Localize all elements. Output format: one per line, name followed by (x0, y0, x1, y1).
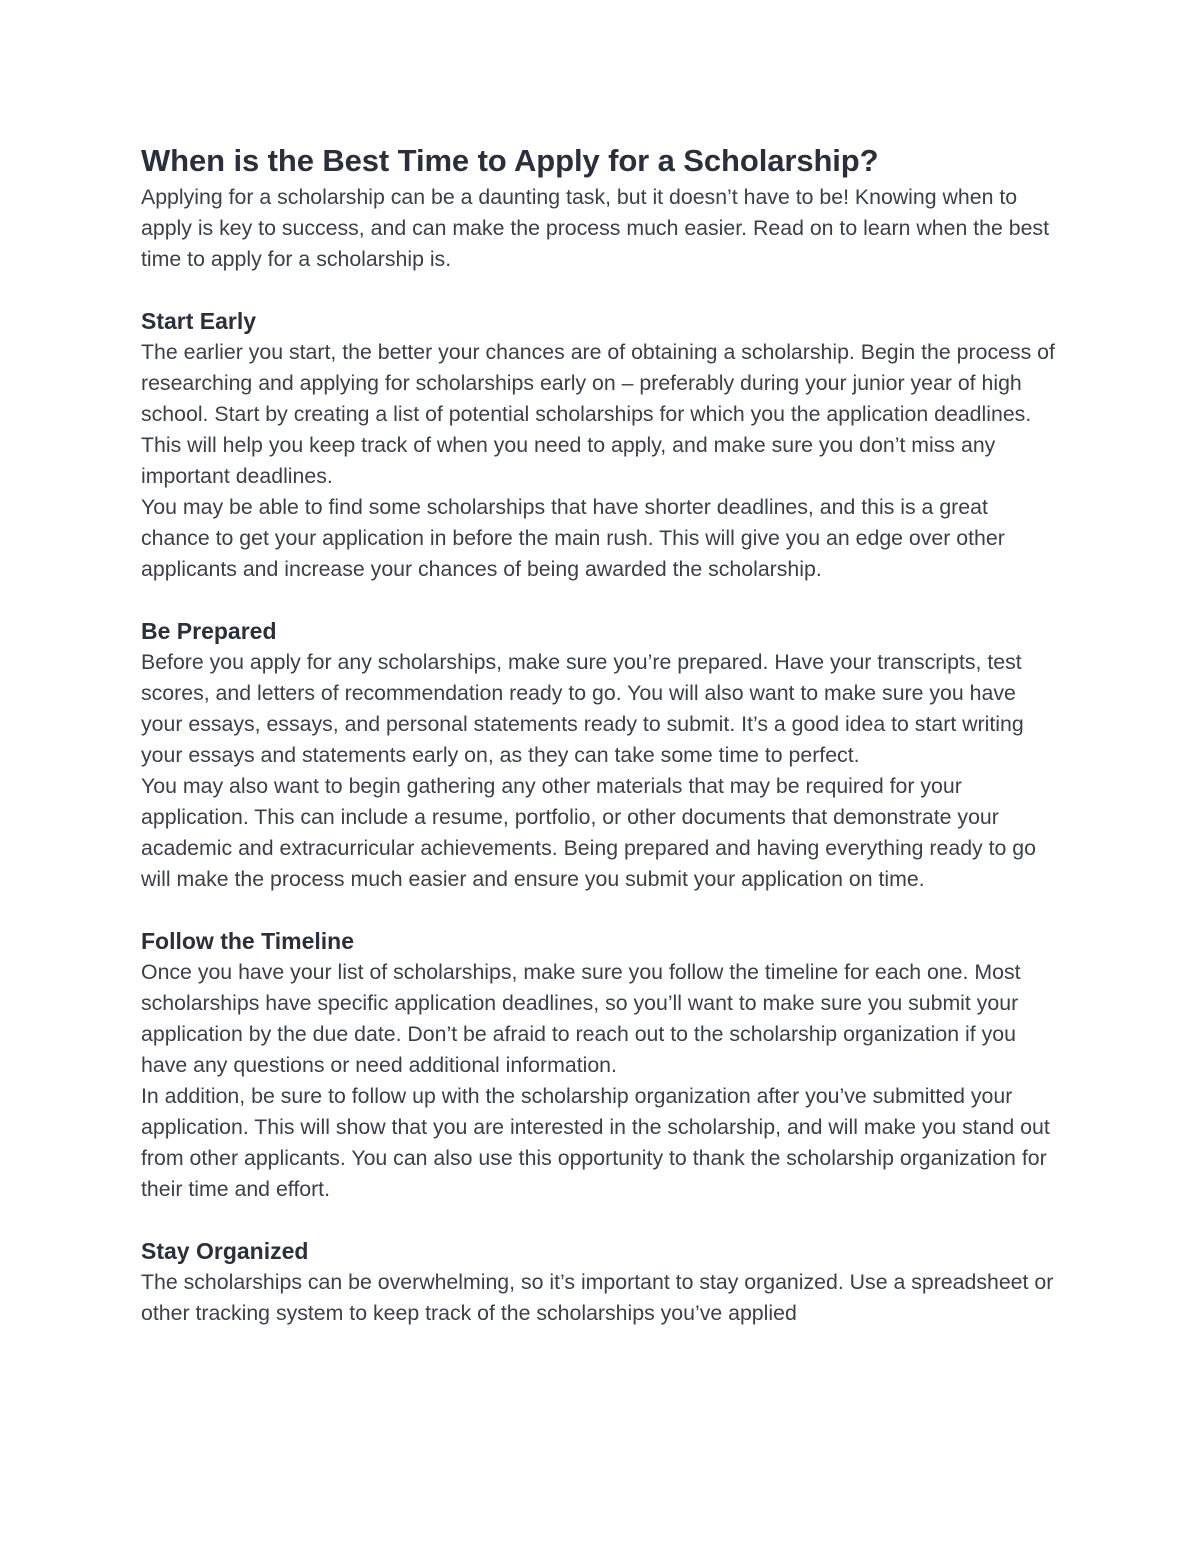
section-stay-organized (141, 1236, 1061, 1329)
section-heading: Follow the Timeline (141, 928, 354, 954)
intro-paragraph: Applying for a scholarship can be a daunting task, but it doesn’t have to be! Knowing when to apply is key to success, and can make the process much easier. Read on to learn when the best time to apply for a scholarship is. (141, 185, 1049, 271)
document-title: When is the Best Time to Apply for a Scholarship? (141, 143, 879, 178)
section-paragraph: Before you apply for any scholarships, make sure you’re prepared. Have your transcripts, test scores, and letters of recommendation ready to go. You will also want to make sure you have your essays, essays, and personal statements ready to submit. It’s a good idea to start writing your essays and statements early on, as they can take some time to perfect. (141, 650, 1024, 767)
section-paragraph: The earlier you start, the better your chances are of obtaining a scholarship. Begin the process of researching and applying for scholarships early on – preferably during your junior year of high school. Start by creating a list of potential scholarships for which you the application deadlines. This will help you keep track of when you need to apply, and make sure you don’t miss any important deadlines. (141, 340, 1055, 488)
section-paragraph: The scholarships can be overwhelming, so it’s important to stay organized. Use a spreadsheet or other tracking system to keep track of the scholarships you’ve applied (141, 1270, 1054, 1325)
section-paragraph: In addition, be sure to follow up with the scholarship organization after you’ve submitted your application. This will show that you are interested in the scholarship, and will make you stand out from other applicants. You can also use this opportunity to thank the scholarship organization for their time and effort. (141, 1084, 1050, 1201)
section-heading: Be Prepared (141, 618, 277, 644)
section-paragraph: Once you have your list of scholarships, make sure you follow the timeline for each one. Most scholarships have specific application deadlines, so you’ll want to make sure you submit your application by the due date. Don’t be afraid to reach out to the scholarship organization if you have any questions or need additional information. (141, 960, 1021, 1077)
section-be-prepared (141, 616, 1061, 895)
section-paragraph: You may also want to begin gathering any other materials that may be required for your application. This can include a resume, portfolio, or other documents that demonstrate your academic and extracurricular achievements. Being prepared and having everything ready to go will make the process much easier and ensure you submit your application on time. (141, 774, 1036, 891)
section-follow-the-timeline (141, 926, 1061, 1205)
section-start-early (141, 306, 1061, 585)
section-heading: Stay Organized (141, 1238, 309, 1264)
document-page (141, 140, 1061, 1329)
section-heading: Start Early (141, 308, 257, 334)
section-paragraph: You may be able to find some scholarships that have shorter deadlines, and this is a great chance to get your application in before the main rush. This will give you an edge over other applicants and increase your chances of being awarded the scholarship. (141, 495, 1005, 581)
